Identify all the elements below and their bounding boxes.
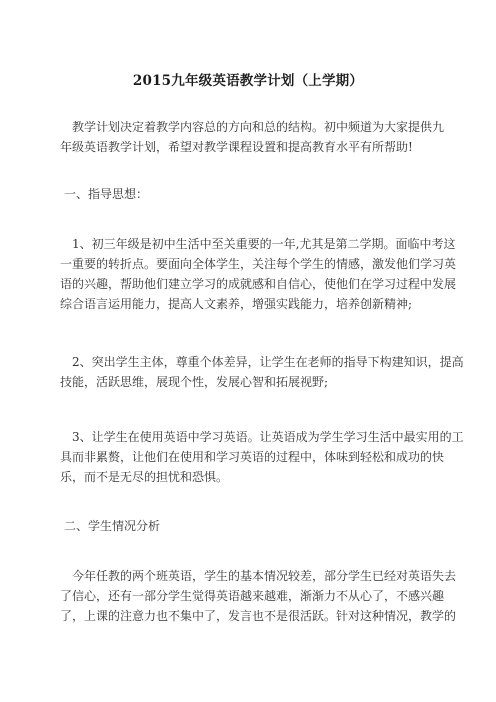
paragraph-line: 3、让学生在使用英语中学习英语。让英语成为学生学习生活中最实用的工 — [72, 430, 464, 444]
section-heading-guiding-ideology — [60, 184, 445, 204]
paragraph-line: 具而非累赘，让他们在使用和学习英语的过程中，体味到轻松和成功的快 — [60, 450, 445, 464]
document-title: 2015九年级英语教学计划（上学期） — [132, 73, 364, 89]
paragraph-line: 年级英语教学计划，希望对教学课程设置和提高教育水平有所帮助! — [60, 140, 413, 154]
paragraph-line: 教学计划决定着教学内容总的方向和总的结构。初中频道为大家提供九 — [72, 120, 445, 134]
point-1-paragraph — [60, 234, 457, 314]
point-3-paragraph — [60, 427, 464, 487]
section-heading-student-analysis — [60, 516, 445, 536]
paragraph-line: 一重要的转折点。要面向全体学生，关注每个学生的情感，激发他们学习英 — [60, 257, 457, 271]
paragraph-line: 综合语言运用能力，提高人文素养，增强实践能力，培养创新精神; — [60, 297, 413, 311]
paragraph-line: 2、突出学生主体，尊重个体差异，让学生在老师的指导下构建知识，提高 — [72, 355, 464, 369]
section-heading: 一、指导思想： — [64, 187, 149, 201]
paragraph-line: 1、初三年级是初中生活中至关重要的一年,尤其是第二学期。面临中考这 — [72, 237, 456, 251]
section-heading: 二、学生情况分析 — [64, 519, 161, 533]
intro-paragraph — [60, 117, 445, 157]
paragraph-line: 了信心，还有一部分学生觉得英语越来越难，渐渐力不从心了，不感兴趣 — [60, 589, 445, 603]
point-2-paragraph — [60, 352, 464, 392]
paragraph-line: 语的兴趣，帮助他们建立学习的成就感和自信心，使他们在学习过程中发展 — [60, 277, 457, 291]
paragraph-line: 今年任教的两个班英语，学生的基本情况较差，部分学生已经对英语失去 — [72, 569, 457, 583]
student-analysis-paragraph — [60, 566, 457, 626]
paragraph-line: 了，上课的注意力也不集中了，发言也不是很活跃。针对这种情况，教学的 — [60, 609, 457, 623]
paragraph-line: 乐，而不是无尽的担忧和恐惧。 — [60, 470, 229, 484]
paragraph-line: 技能，活跃思维，展现个性，发展心智和拓展视野; — [60, 375, 329, 389]
